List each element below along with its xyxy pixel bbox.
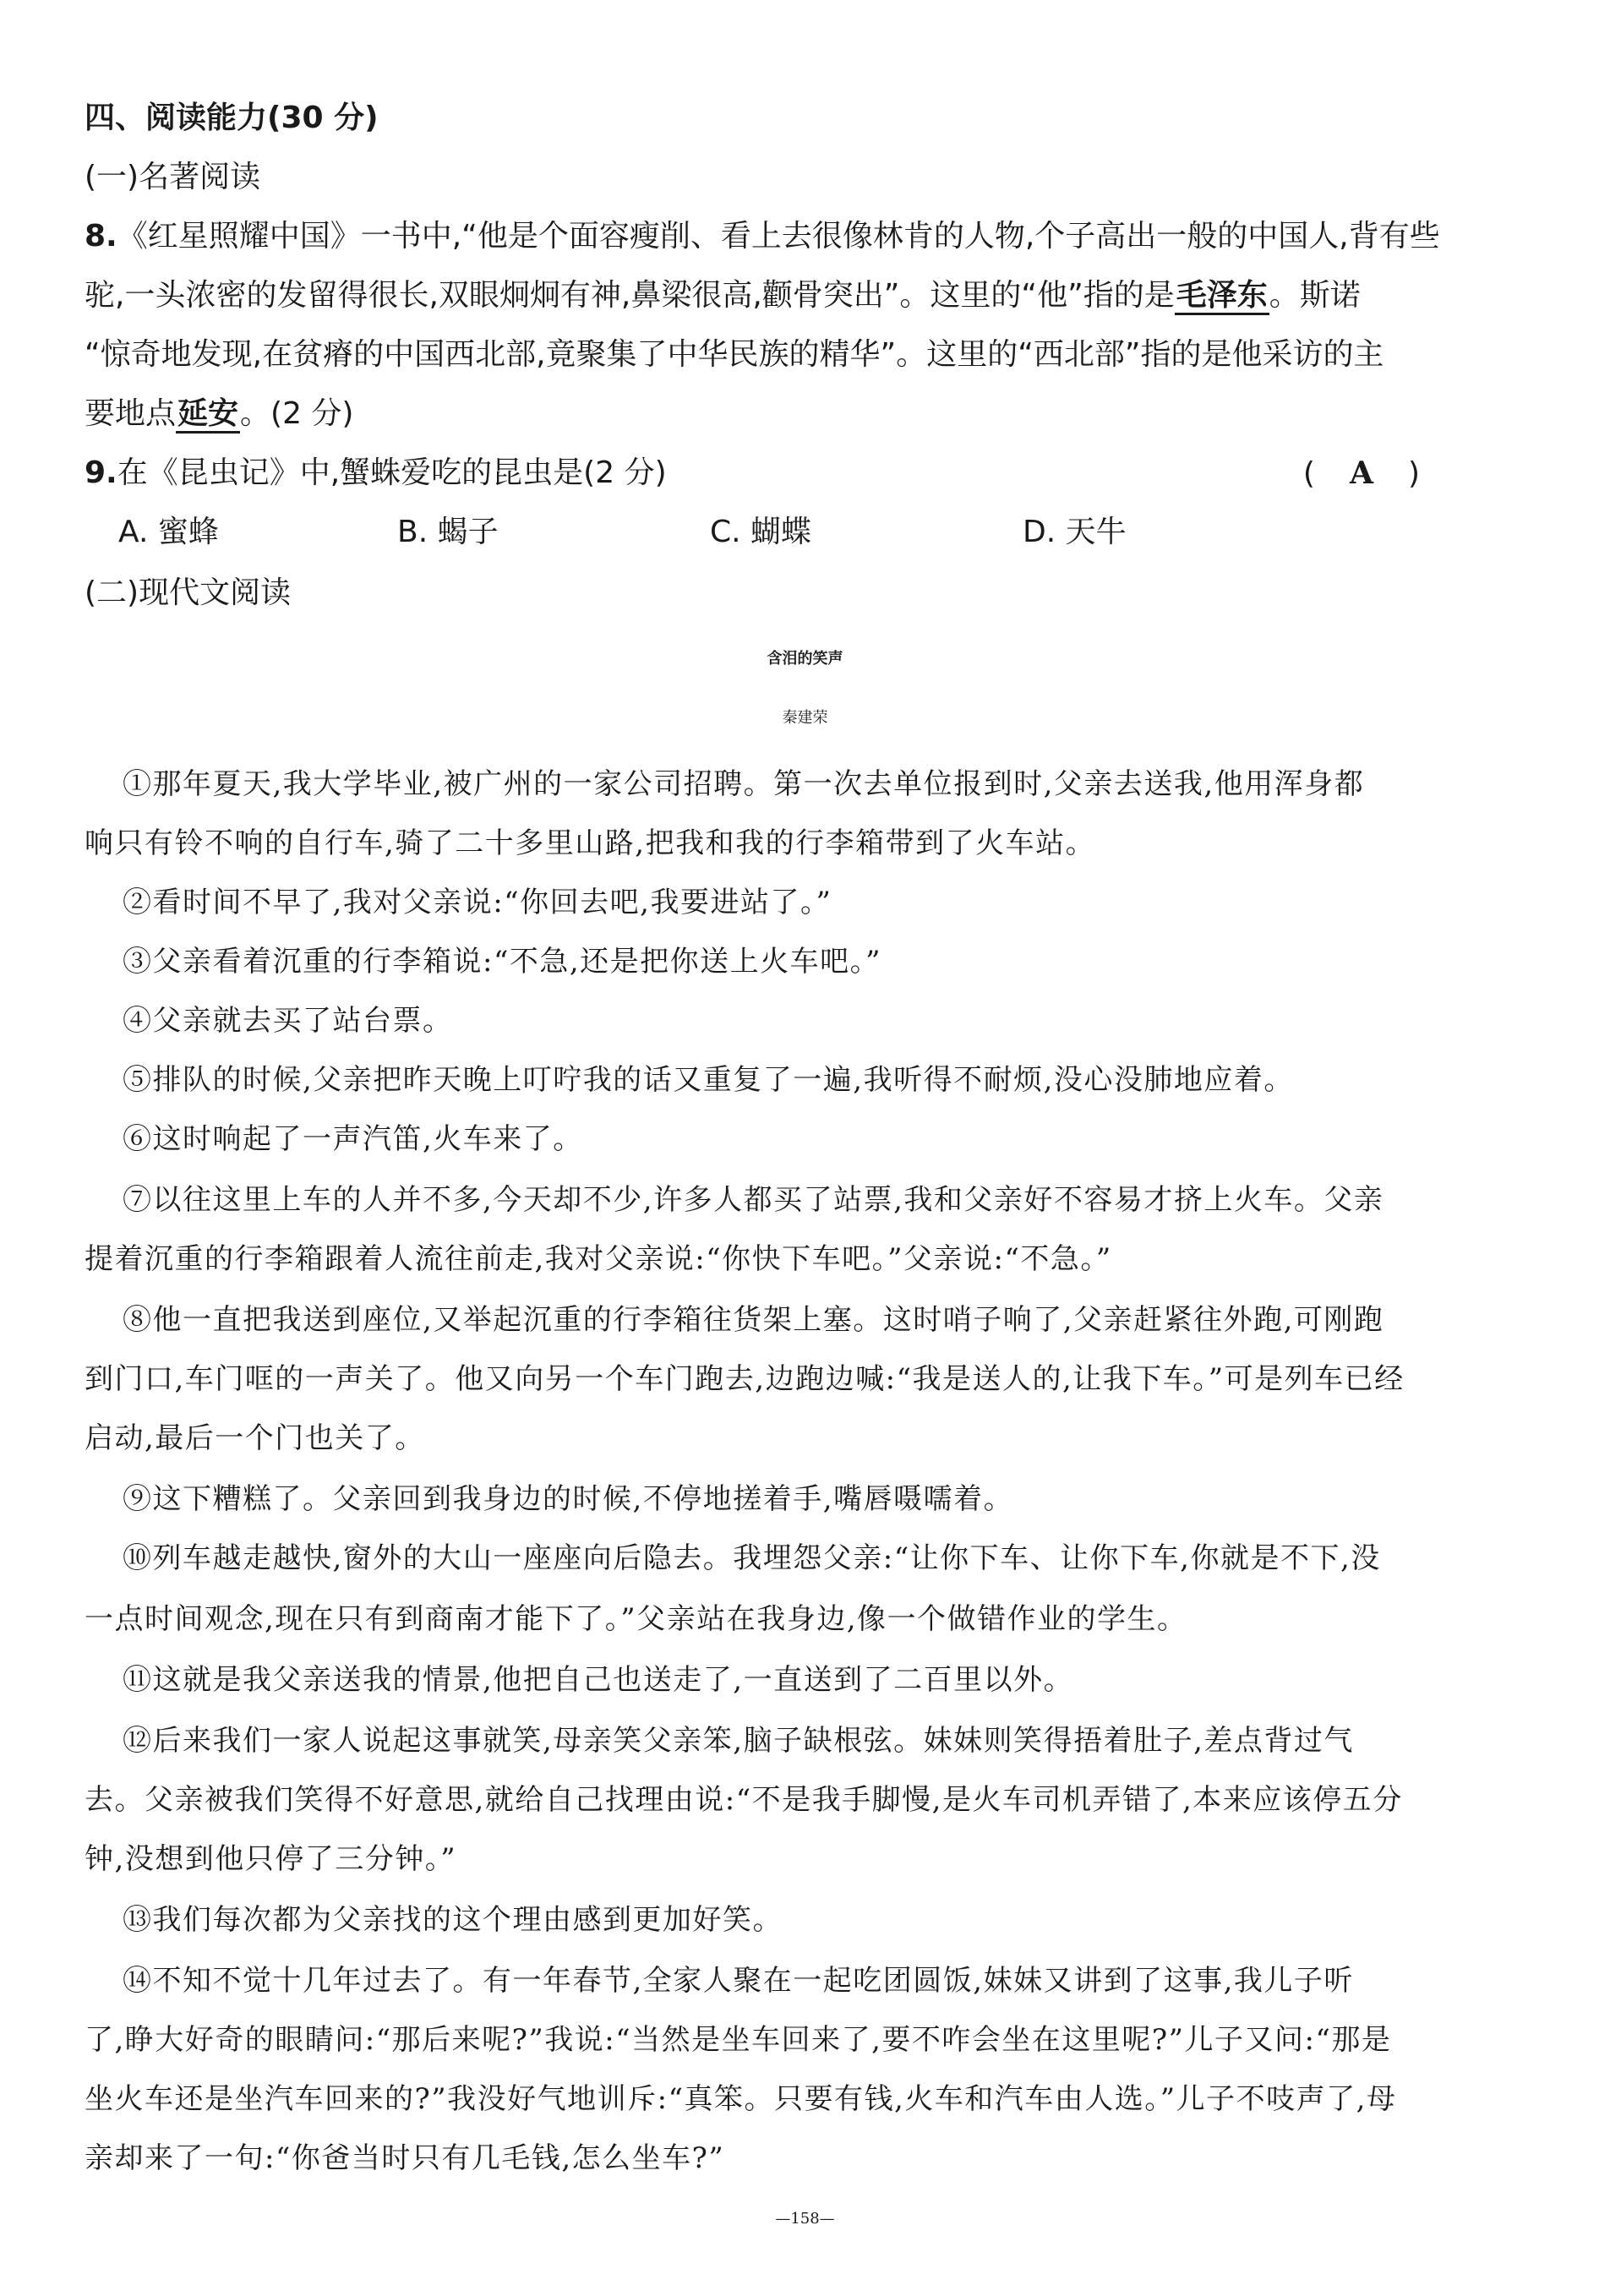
q9-bracket-open: ( — [1302, 456, 1315, 491]
article-line: 了,睁大好奇的眼睛问:“那后来呢?”我说:“当然是坐车回来了,要不咋会坐在这里呢?”儿子又问:“那是 — [85, 2023, 1392, 2057]
q8-line-3: “惊奇地发现,在贫瘠的中国西北部,竟聚集了中华民族的精华”。这里的“西北部”指的是他采访的主 — [85, 337, 1384, 372]
q8-text-2b: 。斯诺 — [1269, 278, 1361, 313]
article-line: ⑩列车越走越快,窗外的大山一座座向后隐去。我埋怨父亲:“让你下车、让你下车,你就是不下,没 — [123, 1541, 1381, 1575]
q9-answer: A — [1349, 455, 1373, 491]
article-line: 坐火车还是坐汽车回来的?”我没好气地训斥:“真笨。只要有钱,火车和汽车由人选。”儿子不吱声了,母 — [85, 2082, 1397, 2116]
q8-text-4: 要地点 — [85, 396, 177, 431]
article-line: 到门口,车门哐的一声关了。他又向另一个车门跑去,边跑边喊:“我是送人的,让我下车。”可是列车已经 — [85, 1362, 1405, 1396]
article-line: 去。父亲被我们笑得不好意思,就给自己找理由说:“不是我手脚慢,是火车司机弄错了,本来应该停五分 — [85, 1783, 1403, 1817]
article-line: 钟,没想到他只停了三分钟。” — [85, 1842, 457, 1876]
article-line: ⑬我们每次都为父亲找的这个理由感到更加好笑。 — [123, 1903, 783, 1937]
q8-line-1 — [85, 218, 1440, 255]
q8-text-2: 驼,一头浓密的发留得很长,双眼炯炯有神,鼻梁很高,颧骨突出”。这里的“他”指的是 — [85, 278, 1175, 313]
article-line: ③父亲看着沉重的行李箱说:“不急,还是把你送上火车吧。” — [123, 945, 882, 979]
article-line: 提着沉重的行李箱跟着人流往前走,我对父亲说:“你快下车吧。”父亲说:“不急。” — [85, 1242, 1112, 1276]
article-line: 一点时间观念,现在只有到商南才能下了。”父亲站在我身边,像一个做错作业的学生。 — [85, 1602, 1187, 1636]
q9-line — [85, 455, 1420, 492]
q9-option-b: B. 蝎子 — [397, 515, 499, 549]
q8-answer-1: 毛泽东 — [1175, 278, 1269, 315]
q9-option-a: A. 蜜蜂 — [118, 515, 219, 549]
article-line: 启动,最后一个门也关了。 — [85, 1421, 425, 1455]
article-line: ②看时间不早了,我对父亲说:“你回去吧,我要进站了。” — [123, 886, 832, 919]
q8-text-1: 《红星照耀中国》一书中,“他是个面容瘦削、看上去很像林肯的人物,个子高出一般的中国人,背有些 — [117, 219, 1440, 254]
article-line: ⑪这就是我父亲送我的情景,他把自己也送走了,一直送到了二百里以外。 — [123, 1663, 1074, 1697]
article-line: ⑤排队的时候,父亲把昨天晚上叮咛我的话又重复了一遍,我听得不耐烦,没心没肺地应着。 — [123, 1063, 1294, 1097]
article-line: ⑥这时响起了一声汽笛,火车来了。 — [123, 1122, 583, 1156]
article-line: ④父亲就去买了站台票。 — [123, 1004, 453, 1038]
q9-answer-bracket — [1303, 455, 1420, 493]
article-title: 含泪的笑声 — [767, 650, 843, 668]
q9-option-d: D. 天牛 — [1023, 515, 1127, 549]
article-line: 响只有铃不响的自行车,骑了二十多里山路,把我和我的行李箱带到了火车站。 — [85, 826, 1096, 860]
q8-answer-2: 延安 — [176, 396, 240, 434]
article-line: ①那年夏天,我大学毕业,被广州的一家公司招聘。第一次去单位报到时,父亲去送我,他用浑身都 — [123, 767, 1365, 801]
article-line: 亲却来了一句:“你爸当时只有几毛钱,怎么坐车?” — [85, 2141, 725, 2175]
q9-number: 9. — [85, 455, 117, 490]
part2-title: (二)现代文阅读 — [85, 575, 292, 610]
article-author: 秦建荣 — [782, 709, 828, 727]
article-line: ⑫后来我们一家人说起这事就笑,母亲笑父亲笨,脑子缺根弦。妹妹则笑得捂着肚子,差点背过气 — [123, 1724, 1354, 1758]
section-title: 四、阅读能力(30 分) — [85, 101, 379, 135]
q8-line-4 — [85, 395, 1420, 433]
q9-bracket-close: ) — [1407, 456, 1420, 491]
page-number: —158— — [775, 2210, 835, 2228]
article-line: ⑧他一直把我送到座位,又举起沉重的行李箱往货架上塞。这时哨子响了,父亲赶紧往外跑,可刚跑 — [123, 1303, 1384, 1337]
q8-number: 8. — [85, 219, 117, 254]
q8-text-4b: 。(2 分) — [240, 396, 354, 431]
article-line: ⑨这下糟糕了。父亲回到我身边的时候,不停地搓着手,嘴唇嗫嚅着。 — [123, 1482, 1014, 1516]
part1-title: (一)名著阅读 — [85, 160, 261, 194]
article-line: ⑦以往这里上车的人并不多,今天却不少,许多人都买了站票,我和父亲好不容易才挤上火车。父亲 — [123, 1183, 1384, 1217]
article-line: ⑭不知不觉十几年过去了。有一年春节,全家人聚在一起吃团圆饭,妹妹又讲到了这事,我儿子听 — [123, 1964, 1354, 1998]
q9-option-c: C. 蝴蝶 — [710, 515, 812, 549]
q9-text: 在《昆虫记》中,蟹蛛爱吃的昆虫是(2 分) — [117, 455, 667, 490]
q8-line-2 — [85, 277, 1420, 314]
